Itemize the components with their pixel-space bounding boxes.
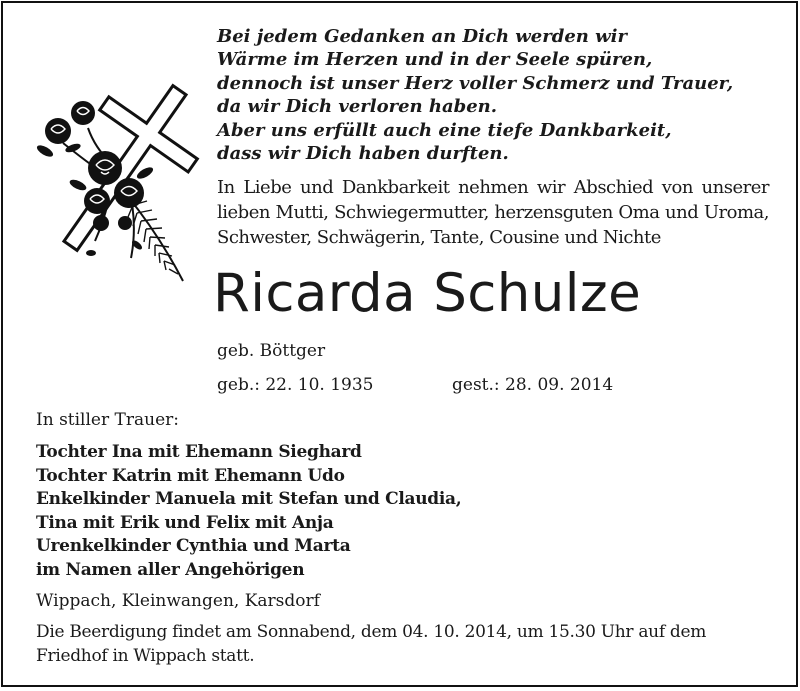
birth-name: geb. Böttger <box>217 341 326 361</box>
farewell-intro: In Liebe und Dankbarkeit nehmen wir Abschied von unserer lieben Mutti, Schwiegermutter, herzensguten Oma und Uroma, Schwester, Schwägerin, Tante, Cousine und Nichte <box>217 177 769 248</box>
poem-line: da wir Dich verloren haben. <box>217 96 498 118</box>
cross-with-roses-icon <box>33 73 203 298</box>
places: Wippach, Kleinwangen, Karsdorf <box>36 591 320 611</box>
deceased-name: Ricarda Schulze <box>213 263 642 324</box>
mourner-line: Tina mit Erik und Felix mit Anja <box>36 512 334 533</box>
obituary-notice <box>1 1 798 687</box>
mourning-label: In stiller Trauer: <box>36 410 179 430</box>
poem-line: Bei jedem Gedanken an Dich werden wir <box>217 26 627 47</box>
mourners-list <box>36 441 461 583</box>
poem <box>217 25 777 165</box>
death-date: gest.: 28. 09. 2014 <box>452 375 614 395</box>
funeral-info: Die Beerdigung findet am Sonnabend, dem 04. 10. 2014, um 15.30 Uhr auf dem Friedhof in Wippach statt. <box>36 622 707 666</box>
mourner-line: Urenkelkinder Cynthia und Marta <box>36 536 351 557</box>
poem-line: Wärme im Herzen und in der Seele spüren, <box>217 49 653 71</box>
poem-line: dennoch ist unser Herz voller Schmerz und Trauer, <box>217 72 734 94</box>
mourner-line: im Namen aller Angehörigen <box>36 559 305 580</box>
poem-line: Aber uns erfüllt auch eine tiefe Dankbarkeit, <box>217 119 672 141</box>
birth-date: geb.: 22. 10. 1935 <box>217 375 374 395</box>
mourner-line: Tochter Ina mit Ehemann Sieghard <box>36 442 362 462</box>
mourner-line: Tochter Katrin mit Ehemann Udo <box>36 465 345 486</box>
mourner-line: Enkelkinder Manuela mit Stefan und Claudia, <box>36 489 462 510</box>
poem-line: dass wir Dich haben durften. <box>217 143 509 165</box>
